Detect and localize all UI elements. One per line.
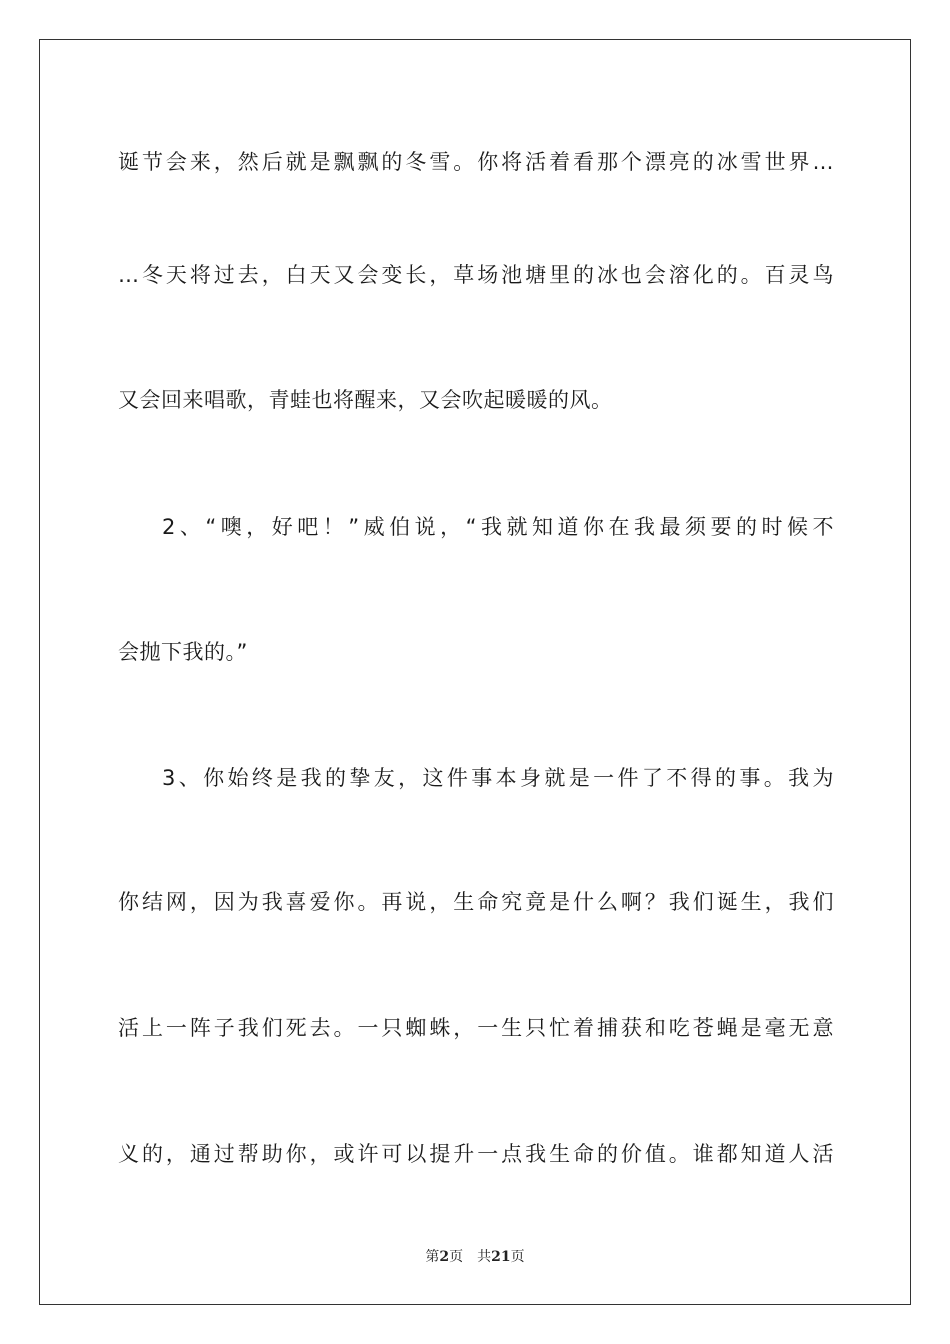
text-line-9: 义的，通过帮助你，或许可以提升一点我生命的价值。谁都知道人活 [118, 1142, 834, 1166]
text-line-6: 3、你始终是我的挚友，这件事本身就是一件了不得的事。我为 [162, 766, 834, 790]
page-footer [0, 1248, 950, 1266]
text-line-4: 2、“噢，好吧！”威伯说，“我就知道你在我最须要的时候不 [162, 515, 834, 539]
text-line-1: 诞节会来，然后就是飘飘的冬雪。你将活着看那个漂亮的冰雪世界… [118, 150, 834, 174]
page-prefix: 第 [425, 1249, 440, 1265]
total-pages: 21 [491, 1249, 511, 1265]
text-line-7: 你结网，因为我喜爱你。再说，生命究竟是什么啊？我们诞生，我们 [118, 890, 834, 914]
page-number: 2 [439, 1249, 450, 1265]
total-suffix: 页 [510, 1249, 525, 1265]
total-prefix: 共 [477, 1249, 492, 1265]
page-frame [39, 39, 911, 1305]
text-line-2: …冬天将过去，白天又会变长，草场池塘里的冰也会溶化的。百灵鸟 [118, 263, 834, 287]
text-line-8: 活上一阵子我们死去。一只蜘蛛，一生只忙着捕获和吃苍蝇是毫无意 [118, 1016, 834, 1040]
page-suffix: 页 [449, 1249, 464, 1265]
text-line-5: 会抛下我的。” [118, 640, 248, 664]
text-line-3: 又会回来唱歌，青蛙也将醒来，又会吹起暖暖的风。 [118, 388, 613, 412]
